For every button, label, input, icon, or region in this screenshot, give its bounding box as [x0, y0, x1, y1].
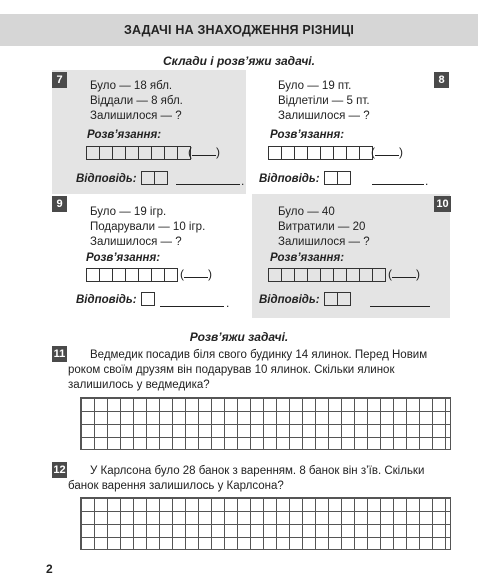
task-9-answer-label: Відповідь:: [76, 294, 137, 306]
task-11-number: 11: [53, 348, 66, 360]
task-8-line: Було — 19 пт.: [278, 80, 352, 92]
task-10-line: Залишилося — ?: [278, 236, 370, 248]
task-10-number: 10: [434, 196, 451, 212]
task-9-number: 9: [52, 196, 67, 212]
header-title: ЗАДАЧІ НА ЗНАХОДЖЕННЯ РІЗНИЦІ: [123, 23, 355, 37]
task-11-text: Ведмедик посадив біля свого будинку 14 ялинок. Перед Новим роком своїм друзям він подарував 10 ялинок. Скільки ялинок залишилось у ведмедика?: [68, 349, 428, 391]
page-number: 2: [46, 562, 53, 576]
task-12-answer-grid[interactable]: [80, 497, 451, 550]
task-9-line: Було — 19 ігр.: [90, 206, 167, 218]
task-9-dot: .: [226, 296, 230, 310]
task-10-solution-label: Розв’язання:: [270, 252, 345, 264]
task-10-answer-label: Відповідь:: [259, 294, 320, 306]
task-10-solution-boxes[interactable]: [268, 268, 386, 282]
task-8-conditions: [278, 79, 370, 124]
task-10-units[interactable]: ( ): [388, 267, 420, 281]
task-9-answer-line[interactable]: [160, 306, 224, 307]
section-subtitle-solve: Розв’яжи задачі.: [189, 330, 289, 344]
task-10-answer-line[interactable]: [370, 306, 430, 307]
task-7-line: Було — 18 ябл.: [90, 80, 173, 92]
task-8-answer-label: Відповідь:: [259, 173, 320, 185]
task-8-units[interactable]: ( ): [371, 145, 403, 159]
task-7-answer-line[interactable]: [176, 184, 240, 185]
task-9-units[interactable]: ( ): [180, 267, 212, 281]
task-9-line: Подарували — 10 ігр.: [90, 221, 206, 233]
task-9-solution-label: Розв’язання:: [86, 252, 161, 264]
task-8-line: Залишилося — ?: [278, 110, 370, 122]
task-10-conditions: [278, 205, 370, 250]
task-11-answer-grid[interactable]: [80, 397, 451, 450]
section-subtitle-compose: Склади і розв’яжи задачі.: [163, 54, 315, 68]
task-12-number: 12: [53, 464, 66, 476]
task-7-solution-label: Розв’язання:: [87, 129, 162, 141]
task-8-answer-boxes[interactable]: [324, 171, 351, 185]
task-9-answer-boxes[interactable]: [141, 292, 155, 306]
task-9-solution-boxes[interactable]: [86, 268, 178, 282]
task-7-answer-label: Відповідь:: [76, 173, 137, 185]
task-8-line: Відлетіли — 5 пт.: [278, 95, 370, 107]
page-header: [0, 14, 478, 46]
task-8-solution-label: Розв’язання:: [270, 129, 345, 141]
task-7-units[interactable]: ( ): [188, 145, 220, 159]
task-12-text: У Карлсона було 28 банок з варенням. 8 банок він з’їв. Скільки банок варення залишилось у Карлсона?: [68, 465, 425, 492]
task-8-answer-line[interactable]: [372, 184, 424, 185]
task-9-line: Залишилося — ?: [90, 236, 182, 248]
task-10-answer-boxes[interactable]: [324, 292, 351, 306]
task-8-number: 8: [434, 72, 449, 88]
task-7-answer-boxes[interactable]: [141, 171, 168, 185]
task-9-conditions: [90, 205, 205, 250]
task-7-solution-boxes[interactable]: [86, 146, 191, 160]
task-10-line: Витратили — 20: [278, 221, 366, 233]
task-7-number: 7: [52, 72, 67, 88]
task-7-dot: .: [241, 174, 245, 188]
task-10-line: Було — 40: [278, 206, 335, 218]
task-8-dot: .: [425, 174, 429, 188]
task-7-conditions: [90, 79, 183, 124]
task-7-line: Віддали — 8 ябл.: [90, 95, 183, 107]
task-8-solution-boxes[interactable]: [268, 146, 373, 160]
task-7-line: Залишилося — ?: [90, 110, 182, 122]
